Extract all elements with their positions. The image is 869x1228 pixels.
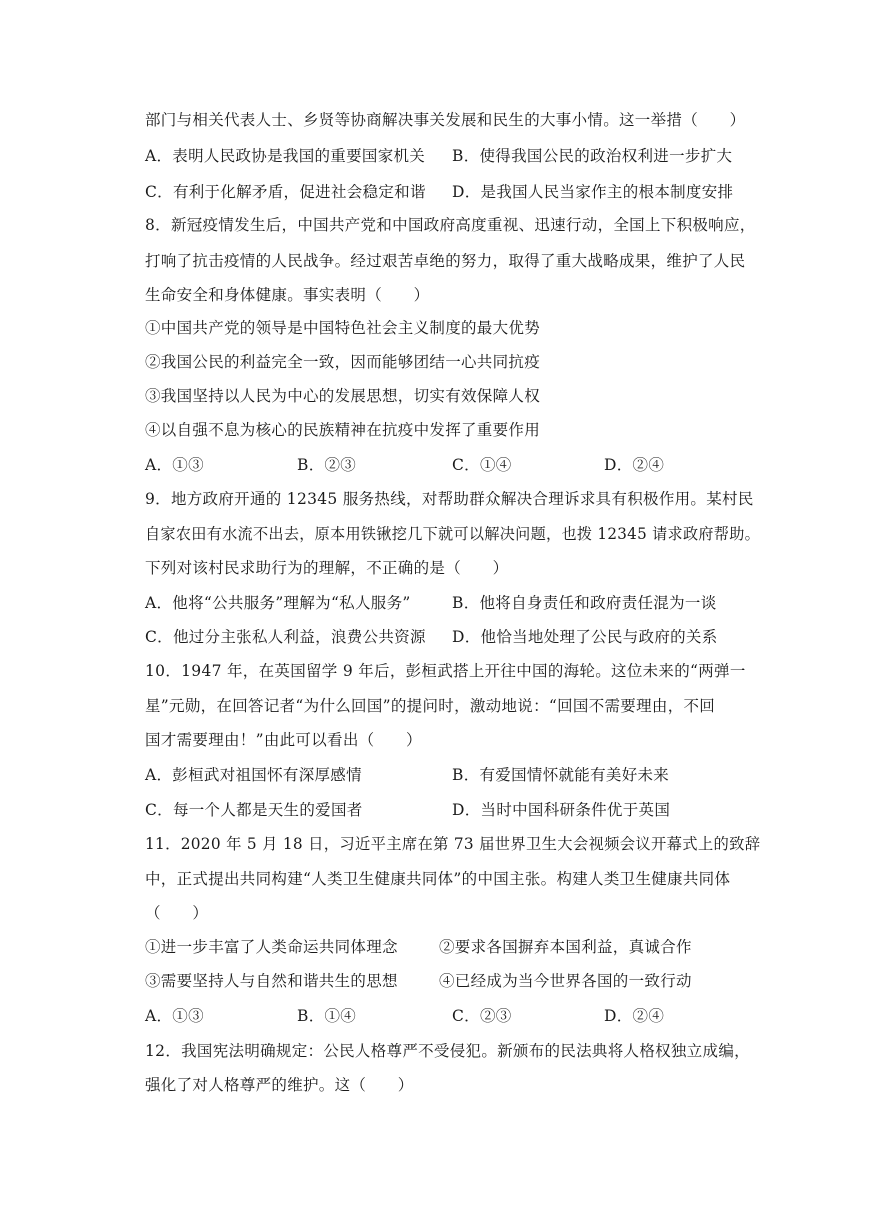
q11-stem-line-2: 中，正式提出共同构建“人类卫生健康共同体”的中国主张。构建人类卫生健康共同体 [145, 870, 731, 888]
q8-option-c: C．①④ [452, 456, 512, 474]
q10-option-b: B．有爱国情怀就能有美好未来 [452, 766, 670, 784]
q8-option-d: D．②④ [604, 456, 665, 474]
q9-stem-line-1: 9．地方政府开通的 12345 服务热线，对帮助群众解决合理诉求具有积极作用。某村民 [145, 490, 754, 508]
q9-option-c: C．他过分主张私人利益，浪费公共资源 [145, 628, 426, 646]
q11-statement-1: ①进一步丰富了人类命运共同体理念 [145, 938, 398, 956]
q11-option-d: D．②④ [604, 1007, 665, 1025]
q8-option-a: A．①③ [145, 456, 204, 474]
q10-option-d: D．当时中国科研条件优于英国 [452, 801, 671, 819]
q9-option-a: A．他将“公共服务”理解为“私人服务” [145, 594, 411, 612]
q10-stem-line-3: 国才需要理由！”由此可以看出（ ） [145, 731, 422, 749]
q8-option-b: B．②③ [297, 456, 357, 474]
q9-stem-line-2: 自家农田有水流不出去，原本用铁锹挖几下就可以解决问题，也拨 12345 请求政府帮助。 [145, 525, 761, 543]
q10-option-c: C．每一个人都是天生的爱国者 [145, 801, 363, 819]
q11-stem-line-1: 11．2020 年 5 月 18 日，习近平主席在第 73 届世界卫生大会视频会议开幕式上的致辞 [145, 835, 761, 853]
q10-option-a: A．彭桓武对祖国怀有深厚感情 [145, 766, 362, 784]
q8-statement-1: ①中国共产党的领导是中国特色社会主义制度的最大优势 [145, 319, 541, 337]
q7-option-c: C．有利于化解矛盾，促进社会稳定和谐 [145, 183, 426, 201]
q8-stem-line-3: 生命安全和身体健康。事实表明（ ） [145, 286, 430, 304]
q8-statement-3: ③我国坚持以人民为中心的发展思想，切实有效保障人权 [145, 387, 541, 405]
q12-stem-line-1: 12．我国宪法明确规定：公民人格尊严不受侵犯。新颁布的民法典将人格权独立成编， [145, 1042, 750, 1060]
q8-statement-4: ④以自强不息为核心的民族精神在抗疫中发挥了重要作用 [145, 421, 541, 439]
q7-option-b: B．使得我国公民的政治权利进一步扩大 [452, 147, 733, 165]
q11-statement-2: ②要求各国摒弃本国利益，真诚合作 [439, 938, 692, 956]
q7-stem-tail: 部门与相关代表人士、乡贤等协商解决事关发展和民生的大事小情。这一举措（ ） [145, 111, 746, 129]
q8-statement-2: ②我国公民的利益完全一致，因而能够团结一心共同抗疫 [145, 353, 541, 371]
q9-stem-line-3: 下列对该村民求助行为的理解，不正确的是（ ） [145, 559, 509, 577]
q11-statement-3: ③需要坚持人与自然和谐共生的思想 [145, 972, 398, 990]
q7-option-a: A．表明人民政协是我国的重要国家机关 [145, 147, 426, 165]
q7-option-d: D．是我国人民当家作主的根本制度安排 [452, 183, 734, 201]
q8-stem-line-2: 打响了抗击疫情的人民战争。经过艰苦卓绝的努力，取得了重大战略成果，维护了人民 [145, 252, 746, 270]
q9-option-d: D．他恰当地处理了公民与政府的关系 [452, 628, 718, 646]
q11-statement-4: ④已经成为当今世界各国的一致行动 [439, 972, 692, 990]
q8-stem-line-1: 8．新冠疫情发生后，中国共产党和中国政府高度重视、迅速行动，全国上下积极响应， [145, 216, 756, 234]
q10-stem-line-2: 星”元勋，在回答记者“为什么回国”的提问时，激动地说：“回国不需要理由，不回 [145, 697, 716, 715]
q11-option-c: C．②③ [452, 1007, 512, 1025]
q12-stem-line-2: 强化了对人格尊严的维护。这（ ） [145, 1076, 414, 1094]
q9-option-b: B．他将自身责任和政府责任混为一谈 [452, 594, 717, 612]
q11-option-b: B．①④ [297, 1007, 357, 1025]
q11-stem-line-3: （ ） [145, 904, 209, 922]
q11-option-a: A．①③ [145, 1007, 204, 1025]
q10-stem-line-1: 10．1947 年，在英国留学 9 年后，彭桓武搭上开往中国的海轮。这位未来的“两弹一 [145, 662, 746, 680]
